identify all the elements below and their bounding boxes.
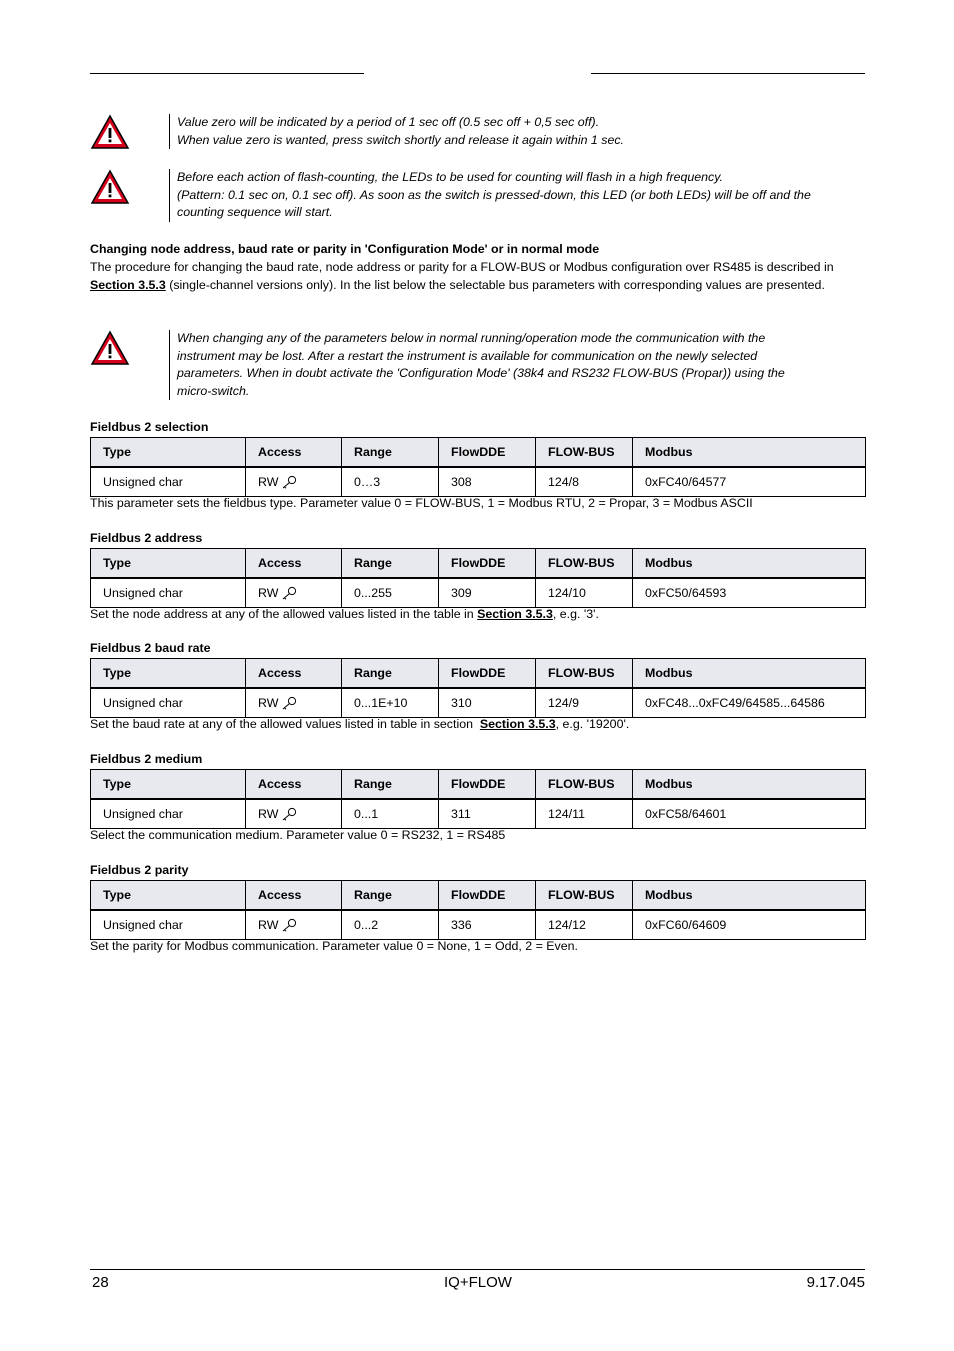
key-icon bbox=[281, 807, 297, 821]
cell-value: 308 bbox=[451, 475, 472, 489]
cell-value: RW bbox=[258, 806, 279, 821]
warning-triangle-icon bbox=[90, 114, 130, 150]
description-text: Set the baud rate at any of the allowed values listed in table in section bbox=[90, 717, 480, 731]
table-header-row bbox=[91, 770, 866, 800]
parameter-title: Fieldbus 2 baud rate bbox=[90, 641, 211, 655]
column-header: Modbus bbox=[633, 438, 866, 468]
cell-value: 0...1E+10 bbox=[354, 696, 408, 710]
table-cell bbox=[91, 467, 246, 497]
column-header: Access bbox=[246, 549, 342, 579]
table-cell bbox=[342, 910, 439, 940]
page-number: 28 bbox=[92, 1274, 109, 1291]
warning-line: counting sequence will start. bbox=[177, 205, 333, 220]
warning-line: When changing any of the parameters below in normal running/operation mode the communication with the bbox=[177, 331, 766, 345]
column-header: FlowDDE bbox=[439, 549, 536, 579]
table-header-row bbox=[91, 659, 866, 689]
table-header-row bbox=[91, 549, 866, 579]
column-header: Access bbox=[246, 770, 342, 800]
parameter-table bbox=[90, 658, 866, 718]
parameter-title: Fieldbus 2 address bbox=[90, 531, 203, 545]
table-cell bbox=[246, 910, 342, 940]
key-icon bbox=[281, 475, 297, 489]
table-cell bbox=[246, 799, 342, 829]
cell-value: Unsigned char bbox=[103, 696, 183, 710]
column-header: Access bbox=[246, 881, 342, 911]
parameter-table bbox=[90, 769, 866, 829]
key-icon bbox=[281, 696, 297, 710]
cell-value: 0xFC50/64593 bbox=[645, 586, 727, 600]
document-number: 9.17.045 bbox=[806, 1274, 865, 1291]
parameter-table bbox=[90, 548, 866, 608]
parameter-description bbox=[90, 717, 865, 731]
parameter-description bbox=[90, 496, 865, 510]
table-cell bbox=[439, 467, 536, 497]
section-link[interactable]: Section 3.5.3 bbox=[479, 717, 556, 731]
column-header: Type bbox=[91, 659, 246, 689]
product-name: IQ+FLOW bbox=[444, 1274, 512, 1291]
cell-value: 0xFC58/64601 bbox=[645, 807, 727, 821]
warning-line: (Pattern: 0.1 sec on, 0.1 sec off). As soon as the switch is pressed-down, this LED (or both LEDs) will be off and the bbox=[177, 187, 811, 202]
column-header: FLOW-BUS bbox=[536, 438, 633, 468]
column-header: FLOW-BUS bbox=[536, 549, 633, 579]
table-cell bbox=[91, 910, 246, 940]
cell-value: 0...2 bbox=[354, 918, 379, 932]
table-cell bbox=[342, 578, 439, 608]
column-header: Type bbox=[91, 438, 246, 468]
table-cell bbox=[246, 578, 342, 608]
parameter-table bbox=[90, 880, 866, 940]
parameter-table bbox=[90, 437, 866, 497]
column-header: FlowDDE bbox=[439, 659, 536, 689]
column-header: FlowDDE bbox=[439, 881, 536, 911]
table-cell bbox=[633, 467, 866, 497]
footer-rule bbox=[90, 1269, 865, 1270]
description-text: Set the parity for Modbus communication. Parameter value 0 = None, 1 = Odd, 2 = Even. bbox=[90, 939, 578, 953]
warning-line: parameters. When in doubt activate the 'Configuration Mode' (38k4 and RS232 FLOW-BUS (Propar)) using the bbox=[177, 366, 785, 381]
table-cell bbox=[633, 910, 866, 940]
table-cell bbox=[633, 688, 866, 718]
column-header: Range bbox=[342, 881, 439, 911]
cell-value: Unsigned char bbox=[103, 586, 183, 600]
column-header: Type bbox=[91, 881, 246, 911]
column-header: Range bbox=[342, 438, 439, 468]
section-heading: Changing node address, baud rate or parity in 'Configuration Mode' or in normal mode bbox=[90, 242, 600, 256]
cell-value: 124/9 bbox=[548, 696, 580, 710]
warning-line: When value zero is wanted, press switch shortly and release it again within 1 sec. bbox=[177, 132, 624, 147]
cell-value: 0xFC60/64609 bbox=[645, 918, 727, 932]
table-cell bbox=[536, 467, 633, 497]
table-header-row bbox=[91, 438, 866, 468]
cell-value: 0…3 bbox=[354, 475, 381, 489]
column-header: Modbus bbox=[633, 881, 866, 911]
cell-value: Unsigned char bbox=[103, 807, 183, 821]
warning-line: instrument may be lost. After a restart the instrument is available for communication on the newly selected bbox=[177, 348, 758, 363]
column-header: FlowDDE bbox=[439, 770, 536, 800]
cell-value: 0...255 bbox=[354, 586, 392, 600]
cell-value: RW bbox=[258, 695, 279, 710]
warning-line: micro-switch. bbox=[177, 383, 250, 398]
cell-value: RW bbox=[258, 585, 279, 600]
cell-value: 336 bbox=[451, 918, 472, 932]
description-text: Set the node address at any of the allowed values listed in the table in bbox=[90, 607, 478, 621]
table-cell bbox=[536, 910, 633, 940]
column-header: Modbus bbox=[633, 549, 866, 579]
column-header: Range bbox=[342, 659, 439, 689]
warning-line: Value zero will be indicated by a period of 1 sec off (0.5 sec off + 0,5 sec off). bbox=[177, 115, 600, 129]
header-rule-left bbox=[90, 73, 364, 74]
table-cell bbox=[342, 467, 439, 497]
description-text: , e.g. '19200'. bbox=[555, 717, 630, 731]
table-row bbox=[91, 910, 866, 940]
column-header: Modbus bbox=[633, 659, 866, 689]
table-cell bbox=[342, 799, 439, 829]
intro-text: (single-channel versions only). In the list below the selectable bus parameters with corresponding values are presented. bbox=[165, 277, 825, 292]
cell-value: RW bbox=[258, 474, 279, 489]
cell-value: 0...1 bbox=[354, 807, 379, 821]
cell-value: RW bbox=[258, 917, 279, 932]
parameter-description bbox=[90, 939, 865, 953]
cell-value: 124/12 bbox=[548, 918, 586, 932]
table-cell bbox=[439, 578, 536, 608]
table-cell bbox=[439, 799, 536, 829]
table-row bbox=[91, 688, 866, 718]
description-text: Select the communication medium. Parameter value 0 = RS232, 1 = RS485 bbox=[90, 828, 506, 842]
warning-text bbox=[169, 114, 867, 149]
description-text: , e.g. '3'. bbox=[552, 607, 599, 621]
table-cell bbox=[536, 688, 633, 718]
warning-note-3 bbox=[90, 330, 865, 402]
column-header: Range bbox=[342, 770, 439, 800]
parameter-title: Fieldbus 2 selection bbox=[90, 420, 209, 434]
column-header: Type bbox=[91, 770, 246, 800]
column-header: Modbus bbox=[633, 770, 866, 800]
intro-text: The procedure for changing the baud rate, node address or parity for a FLOW-BUS or Modbus configuration over RS485 is described in bbox=[90, 260, 834, 274]
description-text: This parameter sets the fieldbus type. Parameter value 0 = FLOW-BUS, 1 = Modbus RTU, 2 = Propar, 3 = Modbus ASCII bbox=[90, 496, 753, 510]
cell-value: 0xFC48...0xFC49/64585...64586 bbox=[645, 696, 825, 710]
warning-text bbox=[169, 330, 867, 400]
column-header: Access bbox=[246, 659, 342, 689]
cell-value: 310 bbox=[451, 696, 472, 710]
column-header: FLOW-BUS bbox=[536, 770, 633, 800]
column-header: FlowDDE bbox=[439, 438, 536, 468]
key-icon bbox=[281, 918, 297, 932]
warning-triangle-icon bbox=[90, 169, 130, 205]
table-header-row bbox=[91, 881, 866, 911]
column-header: FLOW-BUS bbox=[536, 659, 633, 689]
cell-value: Unsigned char bbox=[103, 918, 183, 932]
warning-note-2 bbox=[90, 169, 865, 223]
warning-note-1 bbox=[90, 114, 865, 150]
cell-value: 124/11 bbox=[548, 807, 585, 821]
parameter-title: Fieldbus 2 parity bbox=[90, 863, 189, 877]
cell-value: 124/10 bbox=[548, 586, 586, 600]
section-link[interactable]: Section 3.5.3 bbox=[477, 607, 553, 621]
warning-text bbox=[169, 169, 867, 222]
column-header: Range bbox=[342, 549, 439, 579]
table-cell bbox=[633, 578, 866, 608]
column-header: Type bbox=[91, 549, 246, 579]
table-row bbox=[91, 578, 866, 608]
parameter-description bbox=[90, 828, 865, 842]
cell-value: Unsigned char bbox=[103, 475, 183, 489]
intro-paragraph bbox=[90, 259, 865, 294]
table-cell bbox=[342, 688, 439, 718]
key-icon bbox=[281, 586, 297, 600]
cell-value: 124/8 bbox=[548, 475, 580, 489]
table-cell bbox=[633, 799, 866, 829]
table-cell bbox=[246, 688, 342, 718]
column-header: Access bbox=[246, 438, 342, 468]
parameter-title: Fieldbus 2 medium bbox=[90, 752, 203, 766]
parameter-description bbox=[90, 607, 865, 621]
cell-value: 311 bbox=[451, 807, 471, 821]
header-rule-right bbox=[591, 73, 865, 74]
table-cell bbox=[91, 688, 246, 718]
table-cell bbox=[439, 688, 536, 718]
cell-value: 0xFC40/64577 bbox=[645, 475, 727, 489]
table-row bbox=[91, 799, 866, 829]
table-cell bbox=[439, 910, 536, 940]
table-cell bbox=[91, 578, 246, 608]
table-row bbox=[91, 467, 866, 497]
section-link[interactable]: Section 3.5.3 bbox=[90, 277, 166, 292]
warning-line: Before each action of flash-counting, the LEDs to be used for counting will flash in a high frequency. bbox=[177, 170, 723, 184]
table-cell bbox=[246, 467, 342, 497]
table-cell bbox=[536, 578, 633, 608]
table-cell bbox=[536, 799, 633, 829]
warning-triangle-icon bbox=[90, 330, 130, 366]
column-header: FLOW-BUS bbox=[536, 881, 633, 911]
cell-value: 309 bbox=[451, 586, 472, 600]
table-cell bbox=[91, 799, 246, 829]
